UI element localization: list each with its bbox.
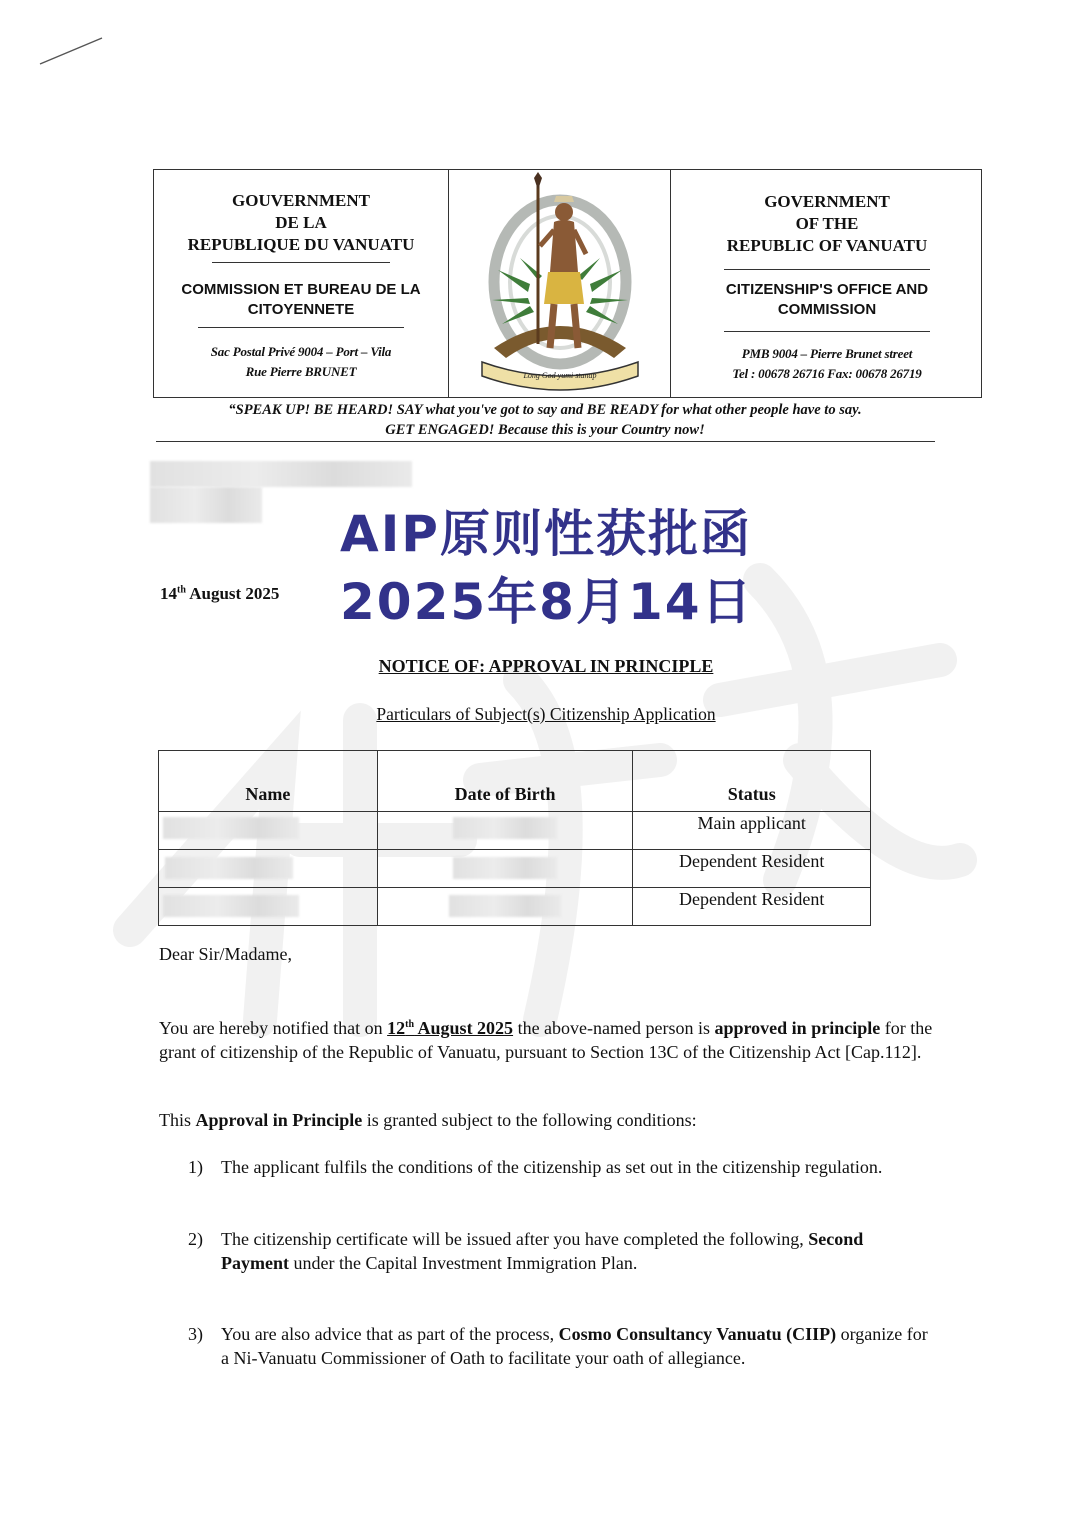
coat-of-arms-banner-text: Long God yumi stanap [523,371,597,380]
table-header-row [159,751,871,812]
divider [724,269,930,270]
dob-cell-redacted [377,850,633,888]
english-government-title: GOVERNMENT OF THE REPUBLIC OF VANUATU [726,192,928,255]
particulars-subtitle: Particulars of Subject(s) Citizenship Application [376,704,716,724]
status-cell: Dependent Resident [633,888,871,926]
letter-date: 14th August 2025 [160,584,280,603]
column-header-status: Status [633,751,871,812]
approval-date: 12th August 2025 [387,1018,514,1038]
column-header-date-of-birth: Date of Birth [377,751,633,812]
letterhead-english-column [682,191,972,384]
pen-stroke-mark [38,34,104,68]
dob-cell-redacted [377,888,633,926]
table-row [159,850,871,888]
letterhead-divider [670,169,671,398]
french-office-name: COMMISSION ET BUREAU DE LA CITOYENNETE [181,281,421,318]
name-cell-redacted [159,812,378,850]
notice-title: NOTICE OF: APPROVAL IN PRINCIPLE [378,656,714,676]
salutation: Dear Sir/Madame, [159,944,292,964]
status-cell: Dependent Resident [633,850,871,888]
redacted-addressee-block [150,461,412,487]
overlay-approval-date: 2025年8月14日 [340,573,754,631]
divider [724,331,930,332]
status-cell: Main applicant [633,812,871,850]
name-cell-redacted [159,888,378,926]
name-cell-redacted [159,850,378,888]
divider [198,327,404,328]
applicants-table [158,750,871,926]
english-office-name: CITIZENSHIP'S OFFICE AND COMMISSION [725,281,929,318]
national-motto: “SPEAK UP! BE HEARD! SAY what you've got to say and BE READY for what other people have to say. GET ENGAGED! Because this is your Country now! [228,402,862,438]
letterhead-divider [448,169,449,398]
dob-cell-redacted [377,812,633,850]
divider [212,262,390,263]
french-postal-address: Sac Postal Privé 9004 – Port – Vila Rue Pierre BRUNET [210,344,392,379]
vanuatu-coat-of-arms-emblem [468,172,652,394]
overlay-aip-title: AIP原则性获批函 [340,505,752,563]
table-row [159,888,871,926]
header-underline [156,441,935,442]
redacted-addressee-block [150,487,262,523]
approval-paragraph: You are hereby notified that on 12th August 2025 the above-named person is approved in principle for the grant of citizenship of the Republic of Vanuatu, pursuant to Section 13C of the Citizenship Act [Cap.112]. [159,1018,933,1062]
table-row [159,812,871,850]
french-government-title: GOUVERNMENT DE LA REPUBLIQUE DU VANUATU [187,191,415,254]
column-header-name: Name [159,751,378,812]
conditions-intro: This Approval in Principle is granted subject to the following conditions: [159,1110,697,1130]
letterhead-french-column [158,190,444,382]
english-postal-address: PMB 9004 – Pierre Brunet street Tel : 00678 26716 Fax: 00678 26719 [732,346,922,381]
